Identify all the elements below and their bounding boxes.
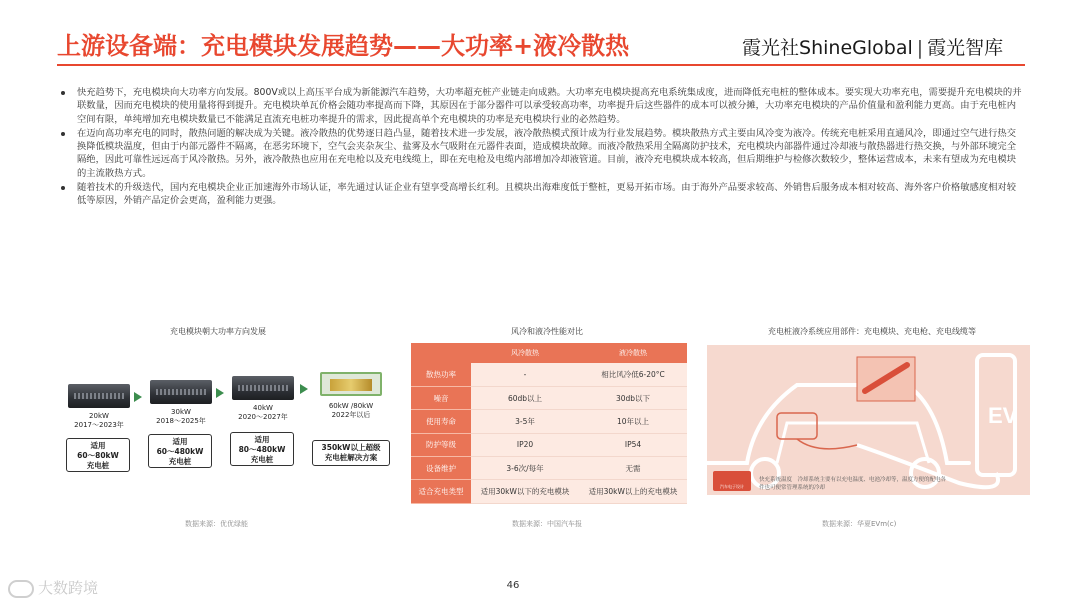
arrow-right-icon bbox=[300, 384, 308, 394]
figure-caption-cooling-compare: 风冷和液冷性能对比 bbox=[511, 327, 583, 336]
figure-caption-module-trend: 充电模块朝大功率方向发展 bbox=[170, 327, 266, 336]
table-row bbox=[411, 433, 687, 456]
table-cell: 3-6次/每年 bbox=[471, 457, 579, 480]
watermark-logo-icon bbox=[8, 580, 34, 598]
table-cell: IP54 bbox=[579, 433, 687, 456]
table-row bbox=[411, 386, 687, 409]
arrow-right-icon bbox=[134, 392, 142, 402]
watermark bbox=[8, 575, 98, 601]
source-note: 数据来源：优优绿能 bbox=[185, 520, 248, 528]
bullet-item: 快充趋势下，充电模块向大功率方向发展。800V或以上高压平台成为新能源汽车趋势，大功率超充桩产业链走向成熟。大功率充电模块提高充电系统集成度，进而降低充电桩的整体成本。要实现大功率充电，需要提升充电模块的并联数量，因而充电模块的使用量将得到提升。充电模块单瓦价格会随功率提高而下降，其原因在于部分器件可以承受较高功率，功率提升后这些器件的成本可以被分摊，大功率充电模块的产品价值量和盈利能力更高。由于充电桩内空间有限，单纯增加充电模块数量已不能满足直流充电桩功率提升的需求，因此提高单个充电模块的功率是充电模块行业的必然趋势。 bbox=[57, 86, 1023, 126]
row-header: 使用寿命 bbox=[411, 410, 471, 433]
row-header: 设备维护 bbox=[411, 457, 471, 480]
ev-car-charger-icon bbox=[707, 345, 1030, 495]
cooling-comparison-table bbox=[411, 343, 687, 504]
row-header: 防护等级 bbox=[411, 433, 471, 456]
module-application-box: 适用 60～480kW 充电桩 bbox=[148, 434, 212, 468]
module-application-box: 适用 80～480kW 充电桩 bbox=[230, 432, 294, 466]
row-header: 噪音 bbox=[411, 386, 471, 409]
table-cell: 适用30kW以下的充电模块 bbox=[471, 480, 579, 503]
module-spec: 60kW /80kW 2022年以后 bbox=[328, 402, 374, 419]
column-header: 液冷散热 bbox=[579, 343, 687, 363]
table-cell: - bbox=[471, 363, 579, 386]
title-underline bbox=[57, 64, 1025, 66]
table-cell: IP20 bbox=[471, 433, 579, 456]
module-evolution-figure bbox=[62, 350, 392, 510]
table-row bbox=[411, 457, 687, 480]
brand-sub: 霞光智库 bbox=[927, 37, 1004, 59]
table-cell: 3-5年 bbox=[471, 410, 579, 433]
table-cell: 相比风冷低6-20°C bbox=[579, 363, 687, 386]
brand-cn: 霞光社 bbox=[742, 37, 800, 59]
brand-logo bbox=[742, 32, 1032, 64]
page-number: 46 bbox=[506, 580, 520, 591]
row-header: 适合充电类型 bbox=[411, 480, 471, 503]
column-header: 风冷散热 bbox=[471, 343, 579, 363]
table-corner bbox=[411, 343, 471, 363]
table-cell: 无需 bbox=[579, 457, 687, 480]
bullet-item: 在迈向高功率充电的同时，散热问题的解决成为关键。液冷散热的优势逐日趋凸显，随着技术进一步发展，液冷散热模式预计成为行业发展趋势。模块散热方式主要由风冷变为液冷。传统充电桩采用直通风冷，即通过空气进行热交换降低模块温度，但由于内部元器件不隔离，在恶劣环境下，空气会夹杂灰尘、盐雾及水气吸附在元器件表面，造成模块故障。而液冷散热采用全隔离防护技术，充电模块内部器件通过冷却液与散热器进行热交换，与外部环境完全隔绝，因此可靠性远远高于风冷散热。另外，液冷散热也应用在充电枪以及充电线缆上，即在充电枪及电缆内部增加冷却液管道。目前，液冷充电模块成本较高，但后期维护与检修次数较少，整体运营成本，未来有望成为充电模块的主流散热方式。 bbox=[57, 127, 1023, 180]
brand-en: ShineGlobal bbox=[799, 37, 913, 59]
table-cell: 适用30kW以上的充电模块 bbox=[579, 480, 687, 503]
ev-label: EV bbox=[988, 403, 1018, 428]
module-spec: 20kW 2017～2023年 bbox=[74, 412, 124, 429]
figure-caption-liquid-parts: 充电桩液冷系统应用部件：充电模块、充电枪、充电线缆等 bbox=[768, 327, 976, 336]
table-header-row bbox=[411, 343, 687, 363]
table-cell: 60db以上 bbox=[471, 386, 579, 409]
table-row bbox=[411, 363, 687, 386]
module-spec: 40kW 2020～2027年 bbox=[238, 404, 288, 421]
auto-electronics-logo: 汽车电子设计 bbox=[713, 471, 751, 491]
illustration-note: 快充系统温度 冷却系统主要有以充电温度、电池冷却等，温度方便的配电各件也可便常管理系统的冷却 bbox=[759, 477, 947, 491]
module-spec: 30kW 2018～2025年 bbox=[156, 408, 206, 425]
arrow-right-icon bbox=[216, 388, 224, 398]
watermark-text: 大数跨境 bbox=[38, 579, 99, 597]
module-application-box: 适用 60～80kW 充电桩 bbox=[66, 438, 130, 472]
table-cell: 30db以下 bbox=[579, 386, 687, 409]
table-row bbox=[411, 480, 687, 503]
table-cell: 10年以上 bbox=[579, 410, 687, 433]
bullet-list bbox=[57, 86, 1023, 209]
source-note: 数据来源：中国汽车报 bbox=[512, 520, 582, 528]
table-row bbox=[411, 410, 687, 433]
module-60-80kw-image bbox=[320, 372, 382, 402]
module-application-box: 350kW以上超级 充电桩解决方案 bbox=[312, 440, 390, 466]
brand-separator: | bbox=[916, 37, 924, 59]
row-header: 散热功率 bbox=[411, 363, 471, 386]
source-note: 数据来源：华夏EVm(c) bbox=[822, 520, 897, 528]
module-20kw-image bbox=[68, 384, 130, 414]
page-title: 上游设备端：充电模块发展趋势——大功率+液冷散热 bbox=[57, 32, 630, 60]
module-30kw-image bbox=[150, 380, 212, 410]
bullet-item: 随着技术的升级迭代，国内充电模块企业正加速海外市场认证，率先通过认证企业有望享受高增长红利。且模块出海难度低于整桩，更易开拓市场。由于海外产品要求较高、外销售后服务成本相对较高、海外客户价格敏感度相对较低等原因，外销产品定价会更高，盈利能力更强。 bbox=[57, 181, 1023, 208]
ev-liquid-cooling-illustration bbox=[707, 345, 1030, 495]
module-40kw-image bbox=[232, 376, 294, 406]
